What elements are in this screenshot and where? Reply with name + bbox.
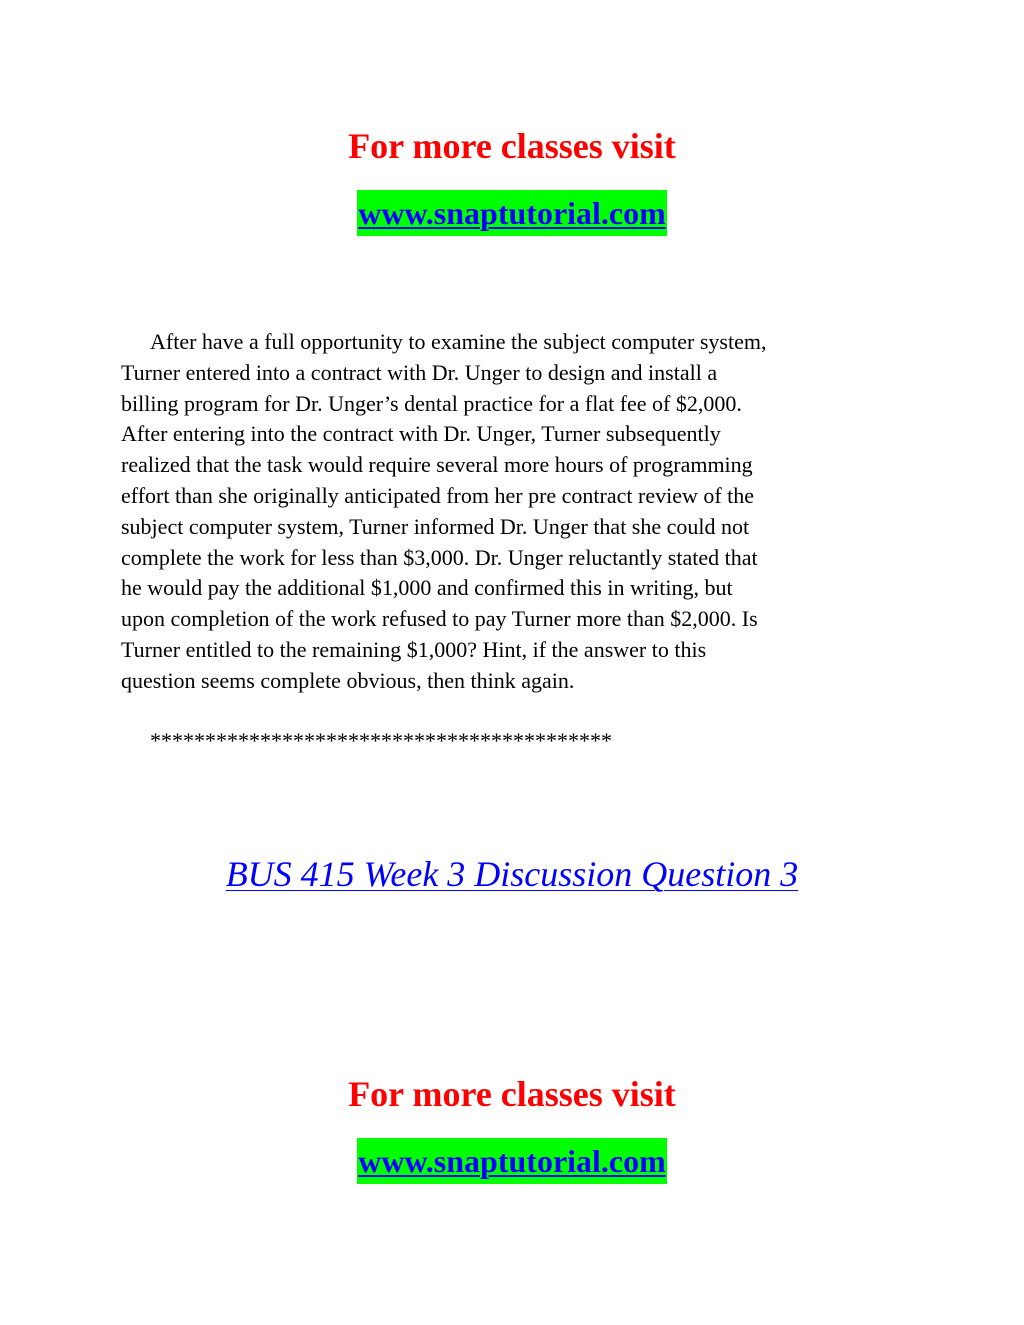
paragraph-line: realized that the task would require several more hours of programming [121,452,753,478]
paragraph-line: question seems complete obvious, then think again. [121,667,575,693]
bottom-site-link[interactable]: www.snaptutorial.com [357,1138,667,1184]
paragraph-line: After entering into the contract with Dr. Unger, Turner subsequently [121,421,721,447]
paragraph-line: After have a full opportunity to examine the subject computer system, [150,329,767,354]
top-heading: For more classes visit [348,126,676,166]
top-site-link[interactable]: www.snaptutorial.com [357,190,667,236]
separator-stars: ****************************************** [150,728,612,753]
paragraph-line: subject computer system, Turner informed Dr. Unger that she could not [121,513,750,539]
bottom-heading: For more classes visit [348,1074,676,1114]
paragraph-line: effort than she originally anticipated from her pre contract review of the [121,482,755,508]
paragraph-line: billing program for Dr. Unger’s dental practice for a flat fee of $2,000. [121,390,742,416]
question-paragraph [121,327,911,697]
paragraph-line: upon completion of the work refused to pay Turner more than $2,000. Is [121,606,758,632]
question-title-link-container [0,852,1024,896]
paragraph-line: Turner entitled to the remaining $1,000? Hint, if the answer to this [121,636,707,662]
top-link-container [0,190,1024,236]
paragraph-line: complete the work for less than $3,000. Dr. Unger reluctantly stated that [121,544,758,570]
bottom-link-container [0,1138,1024,1184]
question-title-link[interactable]: BUS 415 Week 3 Discussion Question 3 [225,854,799,894]
paragraph-line: Turner entered into a contract with Dr. Unger to design and install a [121,359,718,385]
paragraph-line: he would pay the additional $1,000 and confirmed this in writing, but [121,575,733,601]
